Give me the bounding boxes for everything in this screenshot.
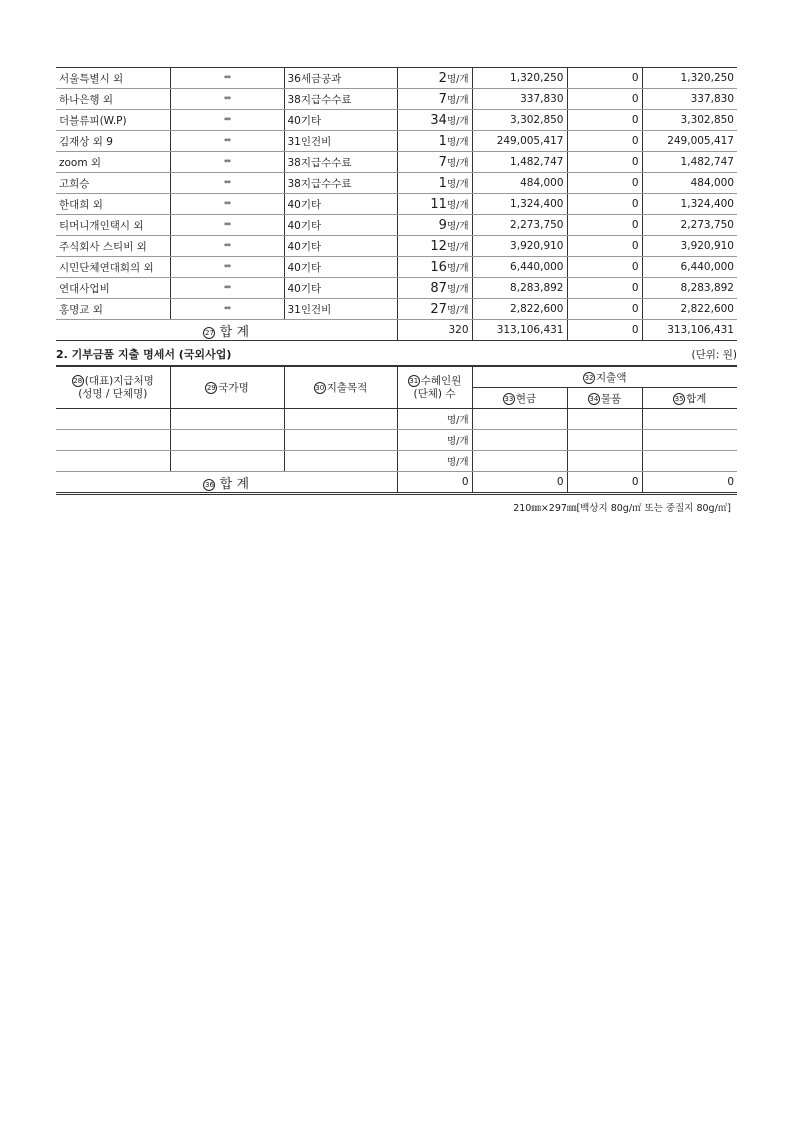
header-recipient-line1: (대표)지급처명 [84,374,154,387]
unit-label: (단위: 원) [691,348,737,361]
cash-amount: 2,273,750 [472,215,567,236]
circled-number: 33 [504,394,514,403]
table-row [56,451,737,472]
circled-number: 29 [206,384,216,392]
recipient-name: 하나은행 외 [56,89,170,110]
header-amount [472,366,737,388]
table-row [56,430,737,451]
table-row [56,236,737,257]
country-name: ** [170,68,284,89]
beneficiary-count [397,278,472,299]
total-amount: 2,273,750 [642,215,737,236]
cash-amount: 3,920,910 [472,236,567,257]
recipient-name: 홍명교 외 [56,299,170,320]
goods-amount: 0 [567,299,642,320]
goods-amount: 0 [567,194,642,215]
table-row [56,131,737,152]
beneficiary-count [397,152,472,173]
total-label-cell [56,320,397,341]
total-amount: 3,302,850 [642,110,737,131]
beneficiary-count [397,236,472,257]
count-unit: 명/개 [446,220,469,232]
country-name [170,430,284,451]
recipient-name: 고희승 [56,173,170,194]
circled-number: 34 [589,394,599,403]
goods-amount: 0 [567,131,642,152]
goods-amount: 0 [567,68,642,89]
expense-purpose [284,430,397,451]
beneficiary-count: 명/개 [397,409,472,430]
cash-amount: 6,440,000 [472,257,567,278]
header-beneficiary-line1: 수혜인원 [420,374,462,387]
beneficiary-count [397,173,472,194]
overseas-expense-table [56,365,737,495]
circled-number: 36 [204,480,214,489]
cash-amount [472,430,567,451]
table-row [56,89,737,110]
total-amount: 1,482,747 [642,152,737,173]
country-name: ** [170,215,284,236]
header-recipient [56,366,170,409]
header-cash-label: 현금 [515,392,537,405]
table-row [56,110,737,131]
count-unit: 명/개 [446,178,469,190]
count-value: 27 [430,301,447,317]
circled-number: 30 [315,384,325,392]
header-goods-label: 물품 [600,392,622,405]
cash-amount: 1,324,400 [472,194,567,215]
total-amount: 8,283,892 [642,278,737,299]
country-name: ** [170,236,284,257]
count-value: 12 [430,238,447,254]
expense-purpose: 40기타 [284,278,397,299]
count-value: 7 [438,91,447,107]
count-unit: 명/개 [446,199,469,211]
goods-amount [567,409,642,430]
beneficiary-count [397,110,472,131]
header-country-label: 국가명 [218,382,249,394]
header-sum [642,388,737,409]
total-amount: 249,005,417 [642,131,737,152]
beneficiary-count [397,68,472,89]
total-amount: 6,440,000 [642,257,737,278]
header-purpose [284,366,397,409]
circled-number: 27 [204,328,214,337]
total-goods: 0 [567,320,642,341]
cash-amount: 3,302,850 [472,110,567,131]
circled-number: 31 [409,376,419,385]
count-unit: 명/개 [446,241,469,253]
header-cash [472,388,567,409]
count-unit: 명/개 [446,115,469,127]
country-name: ** [170,299,284,320]
recipient-name: 한대희 외 [56,194,170,215]
total-count: 320 [397,320,472,341]
table-row [56,278,737,299]
cash-amount: 484,000 [472,173,567,194]
table-row [56,152,737,173]
beneficiary-count [397,299,472,320]
table-row [56,215,737,236]
circled-number: 32 [584,373,594,382]
count-value: 9 [438,217,447,233]
expense-purpose: 31인건비 [284,299,397,320]
country-name [170,409,284,430]
recipient-name: 시민단체연대회의 외 [56,257,170,278]
total-amount: 2,822,600 [642,299,737,320]
recipient-name: zoom 외 [56,152,170,173]
expense-purpose: 38지급수수료 [284,89,397,110]
header-goods [567,388,642,409]
country-name: ** [170,278,284,299]
header-beneficiary [397,366,472,409]
goods-amount [567,451,642,472]
country-name: ** [170,110,284,131]
expense-purpose: 31인건비 [284,131,397,152]
total-sum: 0 [642,472,737,494]
country-name: ** [170,173,284,194]
goods-amount: 0 [567,173,642,194]
goods-amount: 0 [567,257,642,278]
count-unit: 명/개 [446,262,469,274]
count-value: 16 [430,259,447,275]
expense-purpose: 40기타 [284,110,397,131]
country-name: ** [170,257,284,278]
country-name [170,451,284,472]
count-value: 1 [438,133,447,149]
count-unit: 명/개 [446,304,469,316]
recipient-name: 김재상 외 9 [56,131,170,152]
header-purpose-label: 지출목적 [326,382,368,394]
header-beneficiary-line2: (단체) 수 [413,387,456,400]
goods-amount: 0 [567,236,642,257]
cash-amount: 1,482,747 [472,152,567,173]
recipient-name: 더블류피(W.P) [56,110,170,131]
total-label: 합 계 [219,476,250,492]
cash-amount: 8,283,892 [472,278,567,299]
header-sum-label: 합계 [686,392,707,405]
count-unit: 명/개 [446,94,469,106]
total-amount: 484,000 [642,173,737,194]
cash-amount [472,451,567,472]
expense-purpose: 40기타 [284,236,397,257]
count-unit: 명/개 [446,283,469,295]
expense-purpose: 40기타 [284,215,397,236]
country-name: ** [170,194,284,215]
section-2-header [56,343,737,365]
paper-spec-footer: 210㎜×297㎜[백상지 80g/㎡ 또는 중질지 80g/㎡] [513,503,731,514]
total-amount [642,409,737,430]
country-name: ** [170,131,284,152]
section-2-title: 2. 기부금품 지출 명세서 (국외사업) [56,348,232,361]
goods-amount: 0 [567,152,642,173]
count-value: 1 [438,175,447,191]
recipient-name [56,409,170,430]
table-row [56,257,737,278]
country-name: ** [170,89,284,110]
recipient-name [56,451,170,472]
total-cash: 313,106,431 [472,320,567,341]
goods-amount [567,430,642,451]
domestic-expense-table [56,67,737,341]
expense-purpose [284,409,397,430]
table-row [56,68,737,89]
total-amount: 3,920,910 [642,236,737,257]
beneficiary-count [397,215,472,236]
cash-amount [472,409,567,430]
beneficiary-count: 명/개 [397,451,472,472]
count-unit: 명/개 [446,136,469,148]
total-label-cell [56,472,397,494]
goods-amount: 0 [567,215,642,236]
total-amount: 1,320,250 [642,68,737,89]
total-count: 0 [397,472,472,494]
beneficiary-count [397,194,472,215]
recipient-name [56,430,170,451]
cash-amount: 337,830 [472,89,567,110]
count-value: 11 [430,196,447,212]
beneficiary-count [397,89,472,110]
cash-amount: 2,822,600 [472,299,567,320]
expense-purpose: 38지급수수료 [284,152,397,173]
expense-purpose: 40기타 [284,257,397,278]
expense-purpose: 36세금공과 [284,68,397,89]
goods-amount: 0 [567,278,642,299]
cash-amount: 249,005,417 [472,131,567,152]
total-amount [642,430,737,451]
country-name: ** [170,152,284,173]
goods-amount: 0 [567,89,642,110]
goods-amount: 0 [567,110,642,131]
total-amount: 337,830 [642,89,737,110]
total-label: 합 계 [219,324,250,340]
table-row [56,299,737,320]
total-amount [642,451,737,472]
total-row-overseas [56,472,737,494]
table-row [56,194,737,215]
expense-purpose: 40기타 [284,194,397,215]
table-row [56,173,737,194]
count-unit: 명/개 [446,157,469,169]
count-value: 7 [438,154,447,170]
total-amount: 1,324,400 [642,194,737,215]
beneficiary-count [397,257,472,278]
count-value: 2 [438,70,447,86]
total-sum: 313,106,431 [642,320,737,341]
circled-number: 35 [674,394,684,403]
recipient-name: 서울특별시 외 [56,68,170,89]
header-recipient-line2: (성명 / 단체명) [78,387,148,400]
recipient-name: 주식회사 스티비 외 [56,236,170,257]
recipient-name: 티머니개인택시 외 [56,215,170,236]
header-amount-label: 지출액 [596,371,627,384]
cash-amount: 1,320,250 [472,68,567,89]
total-goods: 0 [567,472,642,494]
total-row-domestic [56,320,737,341]
total-cash: 0 [472,472,567,494]
expense-purpose: 38지급수수료 [284,173,397,194]
recipient-name: 연대사업비 [56,278,170,299]
beneficiary-count: 명/개 [397,430,472,451]
count-unit: 명/개 [446,73,469,85]
header-country [170,366,284,409]
beneficiary-count [397,131,472,152]
table-row [56,409,737,430]
circled-number: 28 [73,376,83,385]
expense-purpose [284,451,397,472]
count-value: 34 [430,112,447,128]
count-value: 87 [430,280,447,296]
document-page [56,67,737,514]
